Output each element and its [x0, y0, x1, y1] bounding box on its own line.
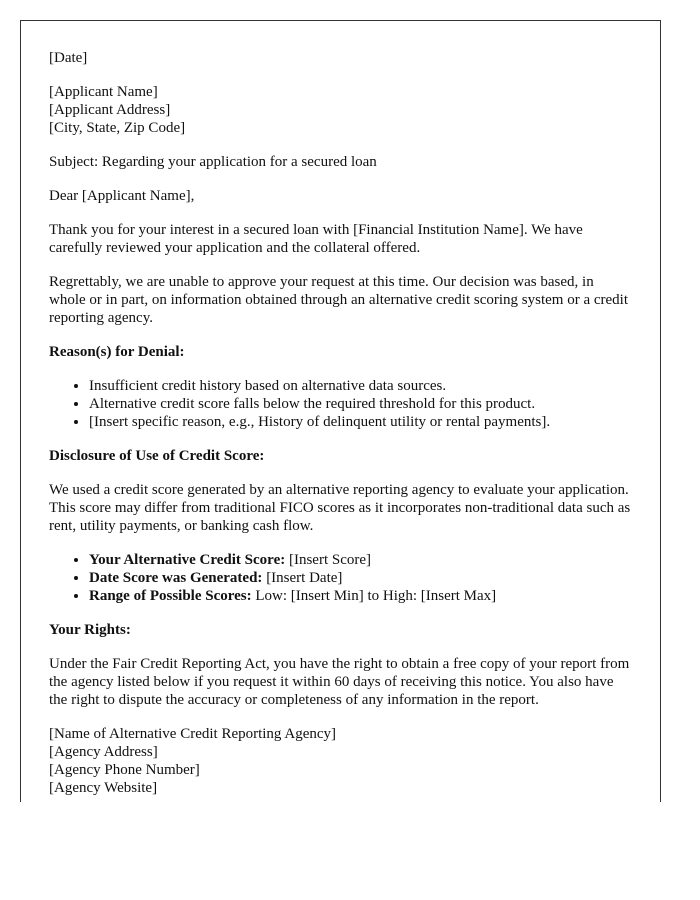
rights-heading	[49, 621, 632, 639]
disclosure-heading-text: Disclosure of Use of Credit Score:	[49, 448, 265, 464]
reasons-list	[49, 377, 632, 431]
subject-line: Subject: Regarding your application for a secured loan	[49, 154, 377, 170]
reasons-heading-text: Reason(s) for Denial:	[49, 344, 185, 360]
recipient-address: [Applicant Address]	[49, 102, 171, 118]
agency-address: [Agency Address]	[49, 744, 158, 760]
recipient-block	[49, 83, 632, 137]
reasons-heading	[49, 343, 632, 361]
recipient-name: [Applicant Name]	[49, 84, 158, 100]
agency-website: [Agency Website]	[49, 780, 158, 796]
score-date-label: Date Score was Generated:	[89, 570, 263, 586]
list-item: • [Insert specific reason, e.g., History of delinquent utility or rental payments].	[89, 413, 632, 431]
list-item	[89, 551, 632, 569]
intro-paragraph: Thank you for your interest in a secured loan with [Financial Institution Name]. We have carefully reviewed your application and the collateral offered.	[49, 222, 583, 256]
score-details-list	[49, 551, 632, 605]
score-range-label: Range of Possible Scores:	[89, 588, 252, 604]
score-value: [Insert Score]	[285, 552, 372, 568]
letter-page	[20, 20, 661, 802]
disclosure-heading	[49, 447, 632, 465]
score-range-value: Low: [Insert Min] to High: [Insert Max]	[251, 588, 497, 604]
score-label: Your Alternative Credit Score:	[89, 552, 286, 568]
rights-paragraph: Under the Fair Credit Reporting Act, you have the right to obtain a free copy of your report from the agency listed below if you request it within 60 days of receiving this notice. You also have the right to dispute the accuracy or completeness of any information in the report.	[49, 656, 630, 708]
recipient-city: [City, State, Zip Code]	[49, 120, 186, 136]
agency-name: [Name of Alternative Credit Reporting Agency]	[49, 726, 336, 742]
list-item: • Alternative credit score falls below the required threshold for this product.	[89, 395, 632, 413]
agency-phone: [Agency Phone Number]	[49, 762, 200, 778]
letter-date: [Date]	[49, 50, 88, 66]
disclosure-paragraph: We used a credit score generated by an alternative reporting agency to evaluate your application. This score may differ from traditional FICO scores as it incorporates non-traditional data such as rent, utility payments, or banking cash flow.	[49, 482, 631, 534]
salutation: Dear [Applicant Name],	[49, 188, 195, 204]
list-item: • Insufficient credit history based on alternative data sources.	[89, 377, 632, 395]
agency-block	[49, 725, 632, 797]
decision-paragraph: Regrettably, we are unable to approve your request at this time. Our decision was based, in whole or in part, on information obtained through an alternative credit scoring system or a credit reporting agency.	[49, 274, 628, 326]
rights-heading-text: Your Rights:	[49, 622, 131, 638]
list-item	[89, 587, 632, 605]
score-date-value: [Insert Date]	[262, 570, 343, 586]
list-item	[89, 569, 632, 587]
